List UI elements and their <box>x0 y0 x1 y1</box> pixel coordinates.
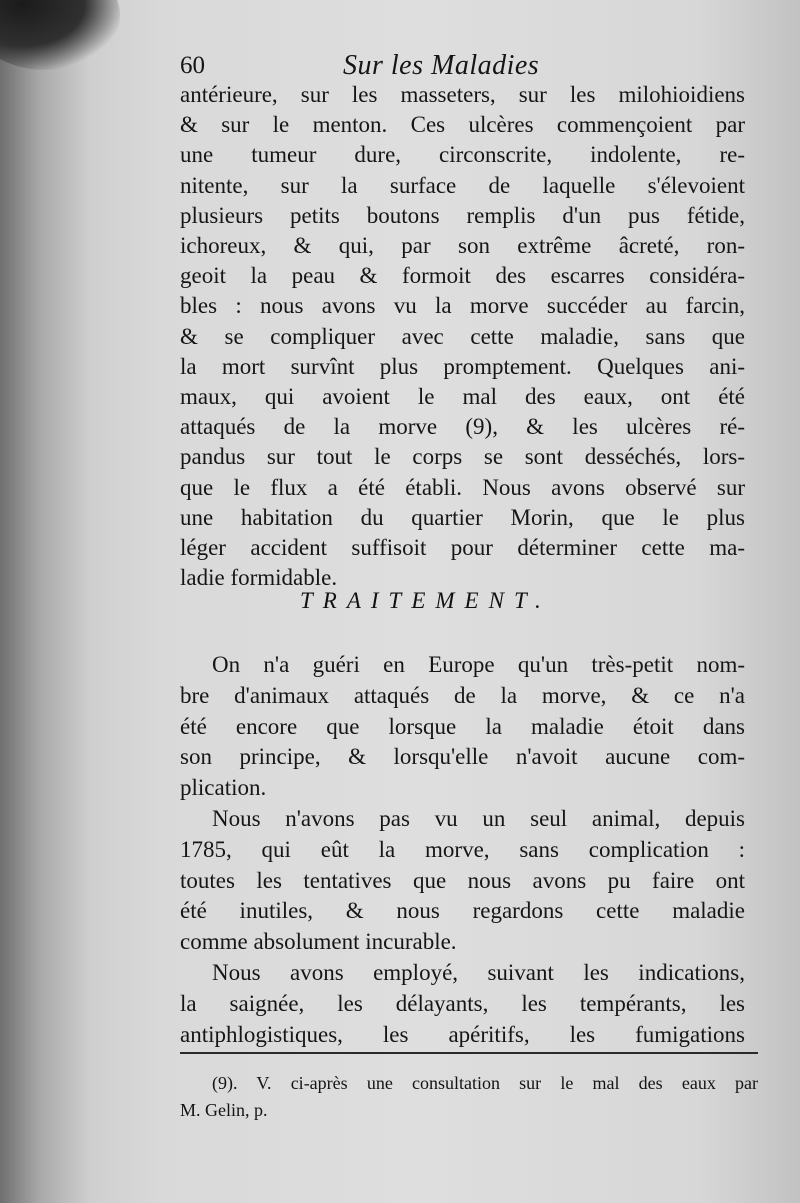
footnote <box>180 1070 758 1124</box>
running-title: Sur les Maladies <box>343 50 540 81</box>
text-line: Nous n'avons pas vu un seul animal, depuis <box>212 805 745 831</box>
thumb-shadow <box>0 0 120 70</box>
text-line: & se compliquer avec cette maladie, sans que <box>180 323 745 349</box>
text-line: ladie formidable. <box>180 565 338 591</box>
footnote-line: M. Gelin, p. <box>180 1100 268 1120</box>
text-line: que le flux a été établi. Nous avons observé sur <box>180 474 745 500</box>
text-line: attaqués de la morve (9), & les ulcères ré- <box>180 414 745 440</box>
text-line: une habitation du quartier Morin, que le plus <box>180 504 745 530</box>
text-line: pandus sur tout le corps se sont desséchés, lors- <box>180 444 745 470</box>
text-line: léger accident suffisoit pour déterminer cette ma- <box>180 535 745 561</box>
paragraph-2 <box>180 650 745 804</box>
section-heading: TRAITEMENT. <box>300 588 551 613</box>
text-line: & sur le menton. Ces ulcères commençoient par <box>180 112 745 138</box>
text-line: son principe, & lorsqu'elle n'avoit aucune com- <box>180 744 745 770</box>
page-header <box>180 48 740 84</box>
text-line: la saignée, les délayants, les tempérants, les <box>180 990 745 1016</box>
text-line: nitente, sur la surface de laquelle s'élevoient <box>180 172 745 198</box>
text-line: ichoreux, & qui, par son extrême âcreté, ron- <box>180 233 745 259</box>
text-line: antiphlogistiques, les apéritifs, les fumigations <box>180 1021 745 1047</box>
text-line: antérieure, sur les masseters, sur les milohioidiens <box>180 82 745 107</box>
text-line: geoit la peau & formoit des escarres considéra- <box>180 263 745 289</box>
text-line: maux, qui avoient le mal des eaux, ont été <box>180 384 745 410</box>
text-line: la mort survînt plus promptement. Quelques ani- <box>180 353 745 379</box>
page-number: 60 <box>180 52 205 79</box>
section-body <box>180 650 745 1050</box>
text-line: comme absolument incurable. <box>180 929 457 955</box>
paragraph-1 <box>180 80 745 593</box>
paragraph-4 <box>180 958 745 1050</box>
text-line: bles : nous avons vu la morve succéder au farcin, <box>180 293 745 319</box>
text-line: Nous avons employé, suivant les indications, <box>212 959 745 985</box>
text-line: été encore que lorsque la maladie étoit dans <box>180 713 745 739</box>
text-line: plication. <box>180 775 267 801</box>
footnote-rule <box>180 1052 758 1054</box>
text-line: plusieurs petits boutons remplis d'un pus fétide, <box>180 202 745 228</box>
paragraph-3 <box>180 804 745 958</box>
text-line: toutes les tentatives que nous avons pu faire ont <box>180 867 745 893</box>
text-line: bre d'animaux attaqués de la morve, & ce n'a <box>180 682 745 708</box>
text-line: 1785, qui eût la morve, sans complication : <box>180 836 745 862</box>
footnote-line: (9). V. ci-après une consultation sur le mal des eaux par <box>212 1073 758 1093</box>
text-line: été inutiles, & nous regardons cette maladie <box>180 898 745 924</box>
text-line: une tumeur dure, circonscrite, indolente, re- <box>180 142 745 168</box>
text-line: On n'a guéri en Europe qu'un très-petit nom- <box>212 652 745 677</box>
